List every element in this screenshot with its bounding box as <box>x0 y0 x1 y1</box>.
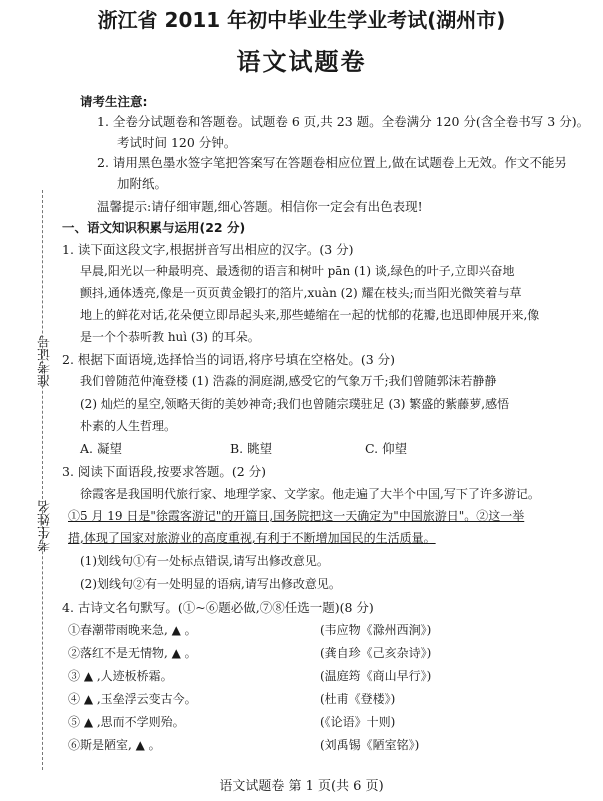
notice-item-2-line-2: 加附纸。 <box>117 176 168 191</box>
notice-item-1-line-2: 考试时间 120 分钟。 <box>117 135 237 150</box>
exam-subtitle: 语文试题卷 <box>236 48 367 76</box>
q1-line-3: 地上的鲜花对话,花朵便立即昂起头来,那些蜷缩在一起的忧郁的花瓣,也迅即伸展开来,像 <box>80 308 540 322</box>
q3-sub-2: (2)划线句②有一处明显的语病,请写出修改意见。 <box>80 577 341 591</box>
q1-stem: 1. 读下面这段文字,根据拼音写出相应的汉字。(3 分) <box>62 242 354 257</box>
q4-item-5: ⑤ ▲ ,思而不学则殆。 <box>68 715 185 729</box>
page-footer: 语文试题卷 第 1 页(共 6 页) <box>219 779 384 794</box>
q4-item-5-source: (《论语》十则) <box>320 715 396 729</box>
exam-title: 浙江省 2011 年初中毕业生学业考试(湖州市) <box>97 8 506 32</box>
q4-item-6-source: (刘禹锡《陋室铭》) <box>320 738 420 752</box>
q4-item-2: ②落红不是无情物, ▲ 。 <box>68 646 197 660</box>
q4-item-3-source: (温庭筠《商山早行》) <box>320 669 432 683</box>
q4-item-1: ①春潮带雨晚来急, ▲ 。 <box>68 623 197 637</box>
q1-line-2: 颤抖,通体透亮,像是一页页黄金锻打的箔片,xuàn (2) 耀在枝头;而当阳光微笑着与草 <box>80 286 522 300</box>
q2-line-1: 我们曾随范仲淹登楼 (1) 浩淼的洞庭湖,感受它的气象万千;我们曾随郭沫若静静 <box>80 374 497 388</box>
notice-item-1-line-1: 1. 全卷分试题卷和答题卷。试题卷 6 页,共 23 题。全卷满分 120 分(含全卷书写 3 分)。 <box>97 114 590 129</box>
q1-line-4: 是一个个恭听教 huì (3) 的耳朵。 <box>80 330 260 344</box>
q2-stem: 2. 根据下面语境,选择恰当的词语,将序号填在空格处。(3 分) <box>62 352 396 367</box>
q1-line-1: 早晨,阳光以一种最明亮、最透彻的语言和树叶 pān (1) 谈,绿色的叶子,立即兴奋地 <box>80 264 515 278</box>
q4-item-1-source: (韦应物《滁州西涧》) <box>320 623 432 637</box>
q2-line-3: 朴素的人生哲理。 <box>80 419 177 433</box>
q4-item-4: ④ ▲ ,玉垒浮云变古今。 <box>68 692 197 706</box>
notice-heading: 请考生注意: <box>80 94 148 109</box>
q3-line-3: 措,体现了国家对旅游业的高度重视,有利于不断增加国民的生活质量。 <box>68 531 436 545</box>
candidate-name-label: 考生姓名 <box>38 500 53 552</box>
q3-sub-1: (1)划线句①有一处标点错误,请写出修改意见。 <box>80 554 329 568</box>
q4-item-4-source: (杜甫《登楼》) <box>320 692 396 706</box>
q2-option-a: A. 凝望 <box>80 441 122 456</box>
q3-line-2: ①5 月 19 日是"徐霞客游记"的开篇日,国务院把这一天确定为"中国旅游日"。②这一举 <box>68 509 525 523</box>
candidate-id-label: 准考证号 <box>38 335 53 387</box>
q2-option-c: C. 仰望 <box>365 441 408 456</box>
q4-item-2-source: (龚自珍《己亥杂诗》) <box>320 646 432 660</box>
notice-tip: 温馨提示:请仔细审题,细心答题。相信你一定会有出色表现! <box>97 199 423 214</box>
binding-line <box>42 190 44 770</box>
q4-item-3: ③ ▲ ,人迹板桥霜。 <box>68 669 173 683</box>
q2-line-2: (2) 灿烂的星空,领略天街的美妙神奇;我们也曾随宗璞驻足 (3) 繁盛的紫藤萝,感悟 <box>80 397 510 411</box>
section-1-heading: 一、语文知识积累与运用(22 分) <box>62 220 246 235</box>
notice-item-2-line-1: 2. 请用黑色墨水签字笔把答案写在答题卷相应位置上,做在试题卷上无效。作文不能另 <box>97 155 567 170</box>
q3-stem: 3. 阅读下面语段,按要求答题。(2 分) <box>62 464 267 479</box>
q4-stem: 4. 古诗文名句默写。(①~⑥题必做,⑦⑧任选一题)(8 分) <box>62 600 374 615</box>
q3-line-1: 徐霞客是我国明代旅行家、地理学家、文学家。他走遍了大半个中国,写下了许多游记。 <box>80 487 540 501</box>
q4-item-6: ⑥斯是陋室, ▲ 。 <box>68 738 161 752</box>
q2-option-b: B. 眺望 <box>230 441 273 456</box>
